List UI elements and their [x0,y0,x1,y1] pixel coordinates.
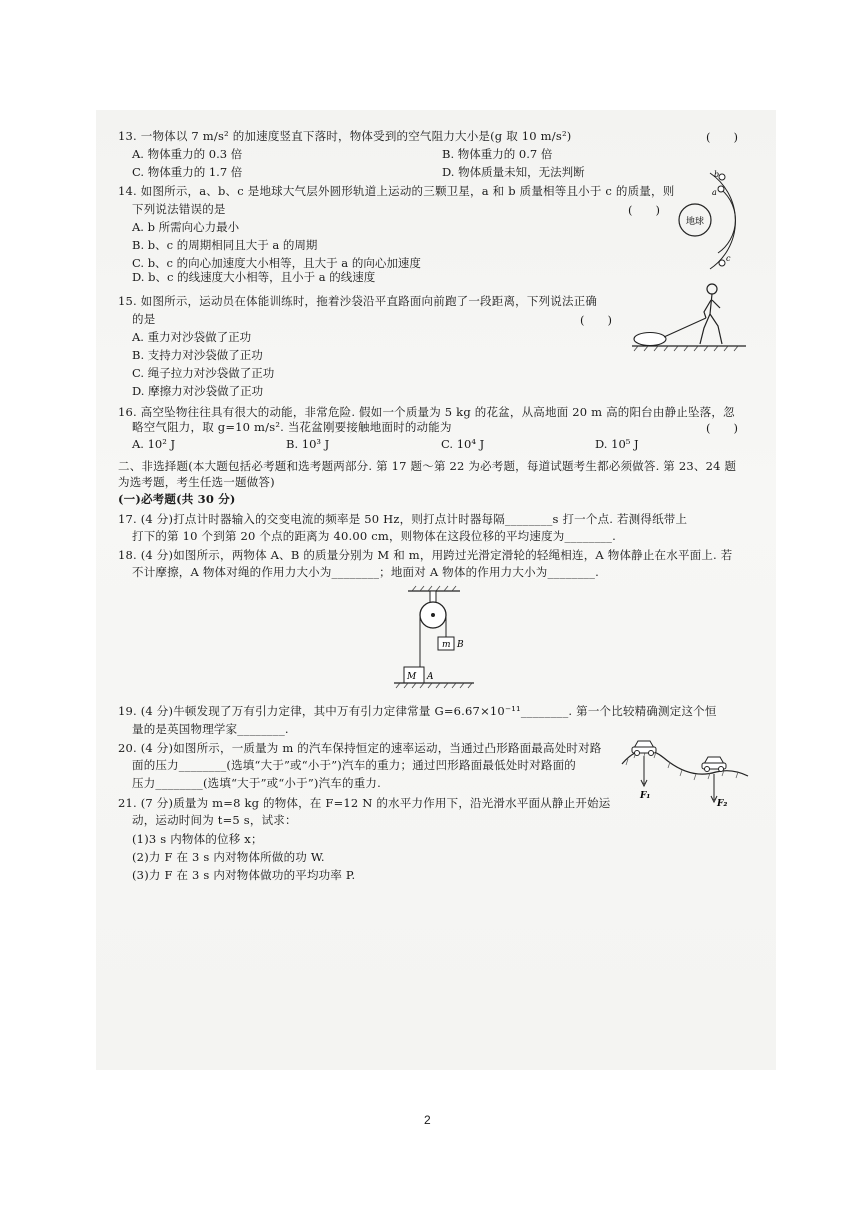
section2-heading-line2: 为选考题，考生任选一题做答) [118,475,275,489]
car-top [632,741,656,756]
q16-stem-line2: 略空气阻力，取 g=10 m/s². 当花盆刚要接触地面时的动能为 [132,420,452,434]
q18-line2: 不计摩擦，A 物体对绳的作用力大小为________；地面对 A 物体的作用力大小为________. [132,565,599,579]
sat-b-label: b [714,170,720,179]
page-number: 2 [424,1113,431,1127]
q19-line1: 19. (4 分)牛顿发现了万有引力定律，其中万有引力定律常量 G=6.67×10⁻¹¹________. 第一个比较精确测定这个恒 [118,704,717,718]
q17-line2: 打下的第 10 个到第 20 个点的距离为 40.00 cm，则物体在这段位移的平均速度为________. [132,529,616,543]
ceiling-hatching [412,586,456,591]
q16-option-d: D. 10⁵ J [595,437,639,451]
q16-answer-paren: ( ) [706,421,738,435]
sandbag [634,333,666,346]
ground-hatching [634,346,738,351]
q15-option-a: A. 重力对沙袋做了正功 [132,330,252,344]
rope [664,318,706,337]
q21-line1: 21. (7 分)质量为 m=8 kg 的物体，在 F=12 N 的水平力作用下，沿光滑水平面从静止开始运 [118,796,611,810]
car-road-figure [620,738,750,810]
runner [700,284,722,344]
q20-line3: 压力________(选填“大于”或“小于”)汽车的重力. [132,776,381,790]
q16-option-b: B. 10³ J [286,437,330,451]
q14-option-c: C. b、c 的向心加速度大小相等，且大于 a 的向心加速度 [132,256,421,270]
q13-stem: 13. 一物体以 7 m/s² 的加速度竖直下落时，物体受到的空气阻力大小是(g 取 10 m/s²) [118,129,572,143]
satellite-b [719,174,725,180]
q15-option-c: C. 绳子拉力对沙袋做了正功 [132,366,275,380]
section2-subheading: (一)必考题(共 30 分) [118,492,236,506]
q15-stem-line1: 15. 如图所示，运动员在体能训练时，拖着沙袋沿平直路面向前跑了一段距离，下列说法正确 [118,294,598,308]
q21-item-1: (1)3 s 内物体的位移 x； [132,832,263,846]
q19-line2: 量的是英国物理学家________. [132,722,289,736]
earth-label: 地球 [686,217,705,227]
block-b-name: B [457,640,464,650]
q21-item-2: (2)力 F 在 3 s 内对物体所做的功 W. [132,850,325,864]
f2-label: F₂ [717,799,728,809]
f1-label: F₁ [640,791,651,801]
car-bottom [702,757,726,772]
road-curve [622,750,748,776]
q14-option-d: D. b、c 的线速度大小相等，且小于 a 的线速度 [132,270,376,284]
pulley-figure [390,585,480,693]
q18-line1: 18. (4 分)如图所示，两物体 A、B 的质量分别为 M 和 m，用跨过光滑定滑轮的轻绳相连，A 物体静止在水平面上. 若 [118,548,733,562]
runner-sandbag-figure [628,280,750,356]
q14-answer-paren: ( ) [628,203,660,217]
q13-option-a: A. 物体重力的 0.3 倍 [132,147,243,161]
q20-line2: 面的压力________(选填“大于”或“小于”)汽车的重力；通过凹形路面最低处时对路面的 [132,758,576,772]
sat-c-label: c [726,254,731,263]
q16-stem-line1: 16. 高空坠物往往具有很大的动能，非常危险. 假如一个质量为 5 kg 的花盆，从高地面 20 m 高的阳台由静止坠落，忽 [118,405,735,419]
q17-line1: 17. (4 分)打点计时器输入的交变电流的频率是 50 Hz，则打点计时器每隔________s 打一个点. 若测得纸带上 [118,512,688,526]
q21-item-3: (3)力 F 在 3 s 内对物体做功的平均功率 P. [132,868,356,882]
q16-option-a: A. 10² J [132,437,176,451]
block-b-mass: m [442,640,451,650]
block-a-name: A [427,672,434,682]
q13-option-d: D. 物体质量未知，无法判断 [442,165,585,179]
q14-stem-line2: 下列说法错误的是 [132,202,226,216]
satellite-a [718,186,724,192]
section2-heading-line1: 二、非选择题(本大题包括必考题和选考题两部分. 第 17 题～第 22 为必考题，每道试题考生都必须做答. 第 23、24 题 [118,459,737,473]
q14-option-a: A. b 所需向心力最小 [132,220,240,234]
block-a-mass: M [407,672,417,682]
q20-line1: 20. (4 分)如图所示，一质量为 m 的汽车保持恒定的速率运动，当通过凸形路面最高处时对路 [118,741,602,755]
q13-answer-paren: ( ) [706,130,738,144]
q13-option-c: C. 物体重力的 1.7 倍 [132,165,243,179]
satellite-c [719,260,725,266]
q16-option-c: C. 10⁴ J [441,437,485,451]
q15-stem-line2: 的是 [132,312,156,326]
q15-option-b: B. 支持力对沙袋做了正功 [132,348,263,362]
orbit-a [718,187,735,253]
q15-option-d: D. 摩擦力对沙袋做了正功 [132,384,264,398]
q15-answer-paren: ( ) [580,313,612,327]
floor-hatching [396,683,472,688]
q13-option-b: B. 物体重力的 0.7 倍 [442,147,553,161]
q14-option-b: B. b、c 的周期相同且大于 a 的周期 [132,238,318,252]
q21-line2: 动，运动时间为 t=5 s，试求： [132,813,297,827]
pulley-axle [431,613,435,617]
pulley-mount [430,591,436,603]
q14-stem-line1: 14. 如图所示，a、b、c 是地球大气层外圆形轨道上运动的三颗卫星，a 和 b 质量相等且小于 c 的质量，则 [118,184,675,198]
satellite-orbit-figure [660,165,750,285]
sat-a-label: a [712,188,717,197]
